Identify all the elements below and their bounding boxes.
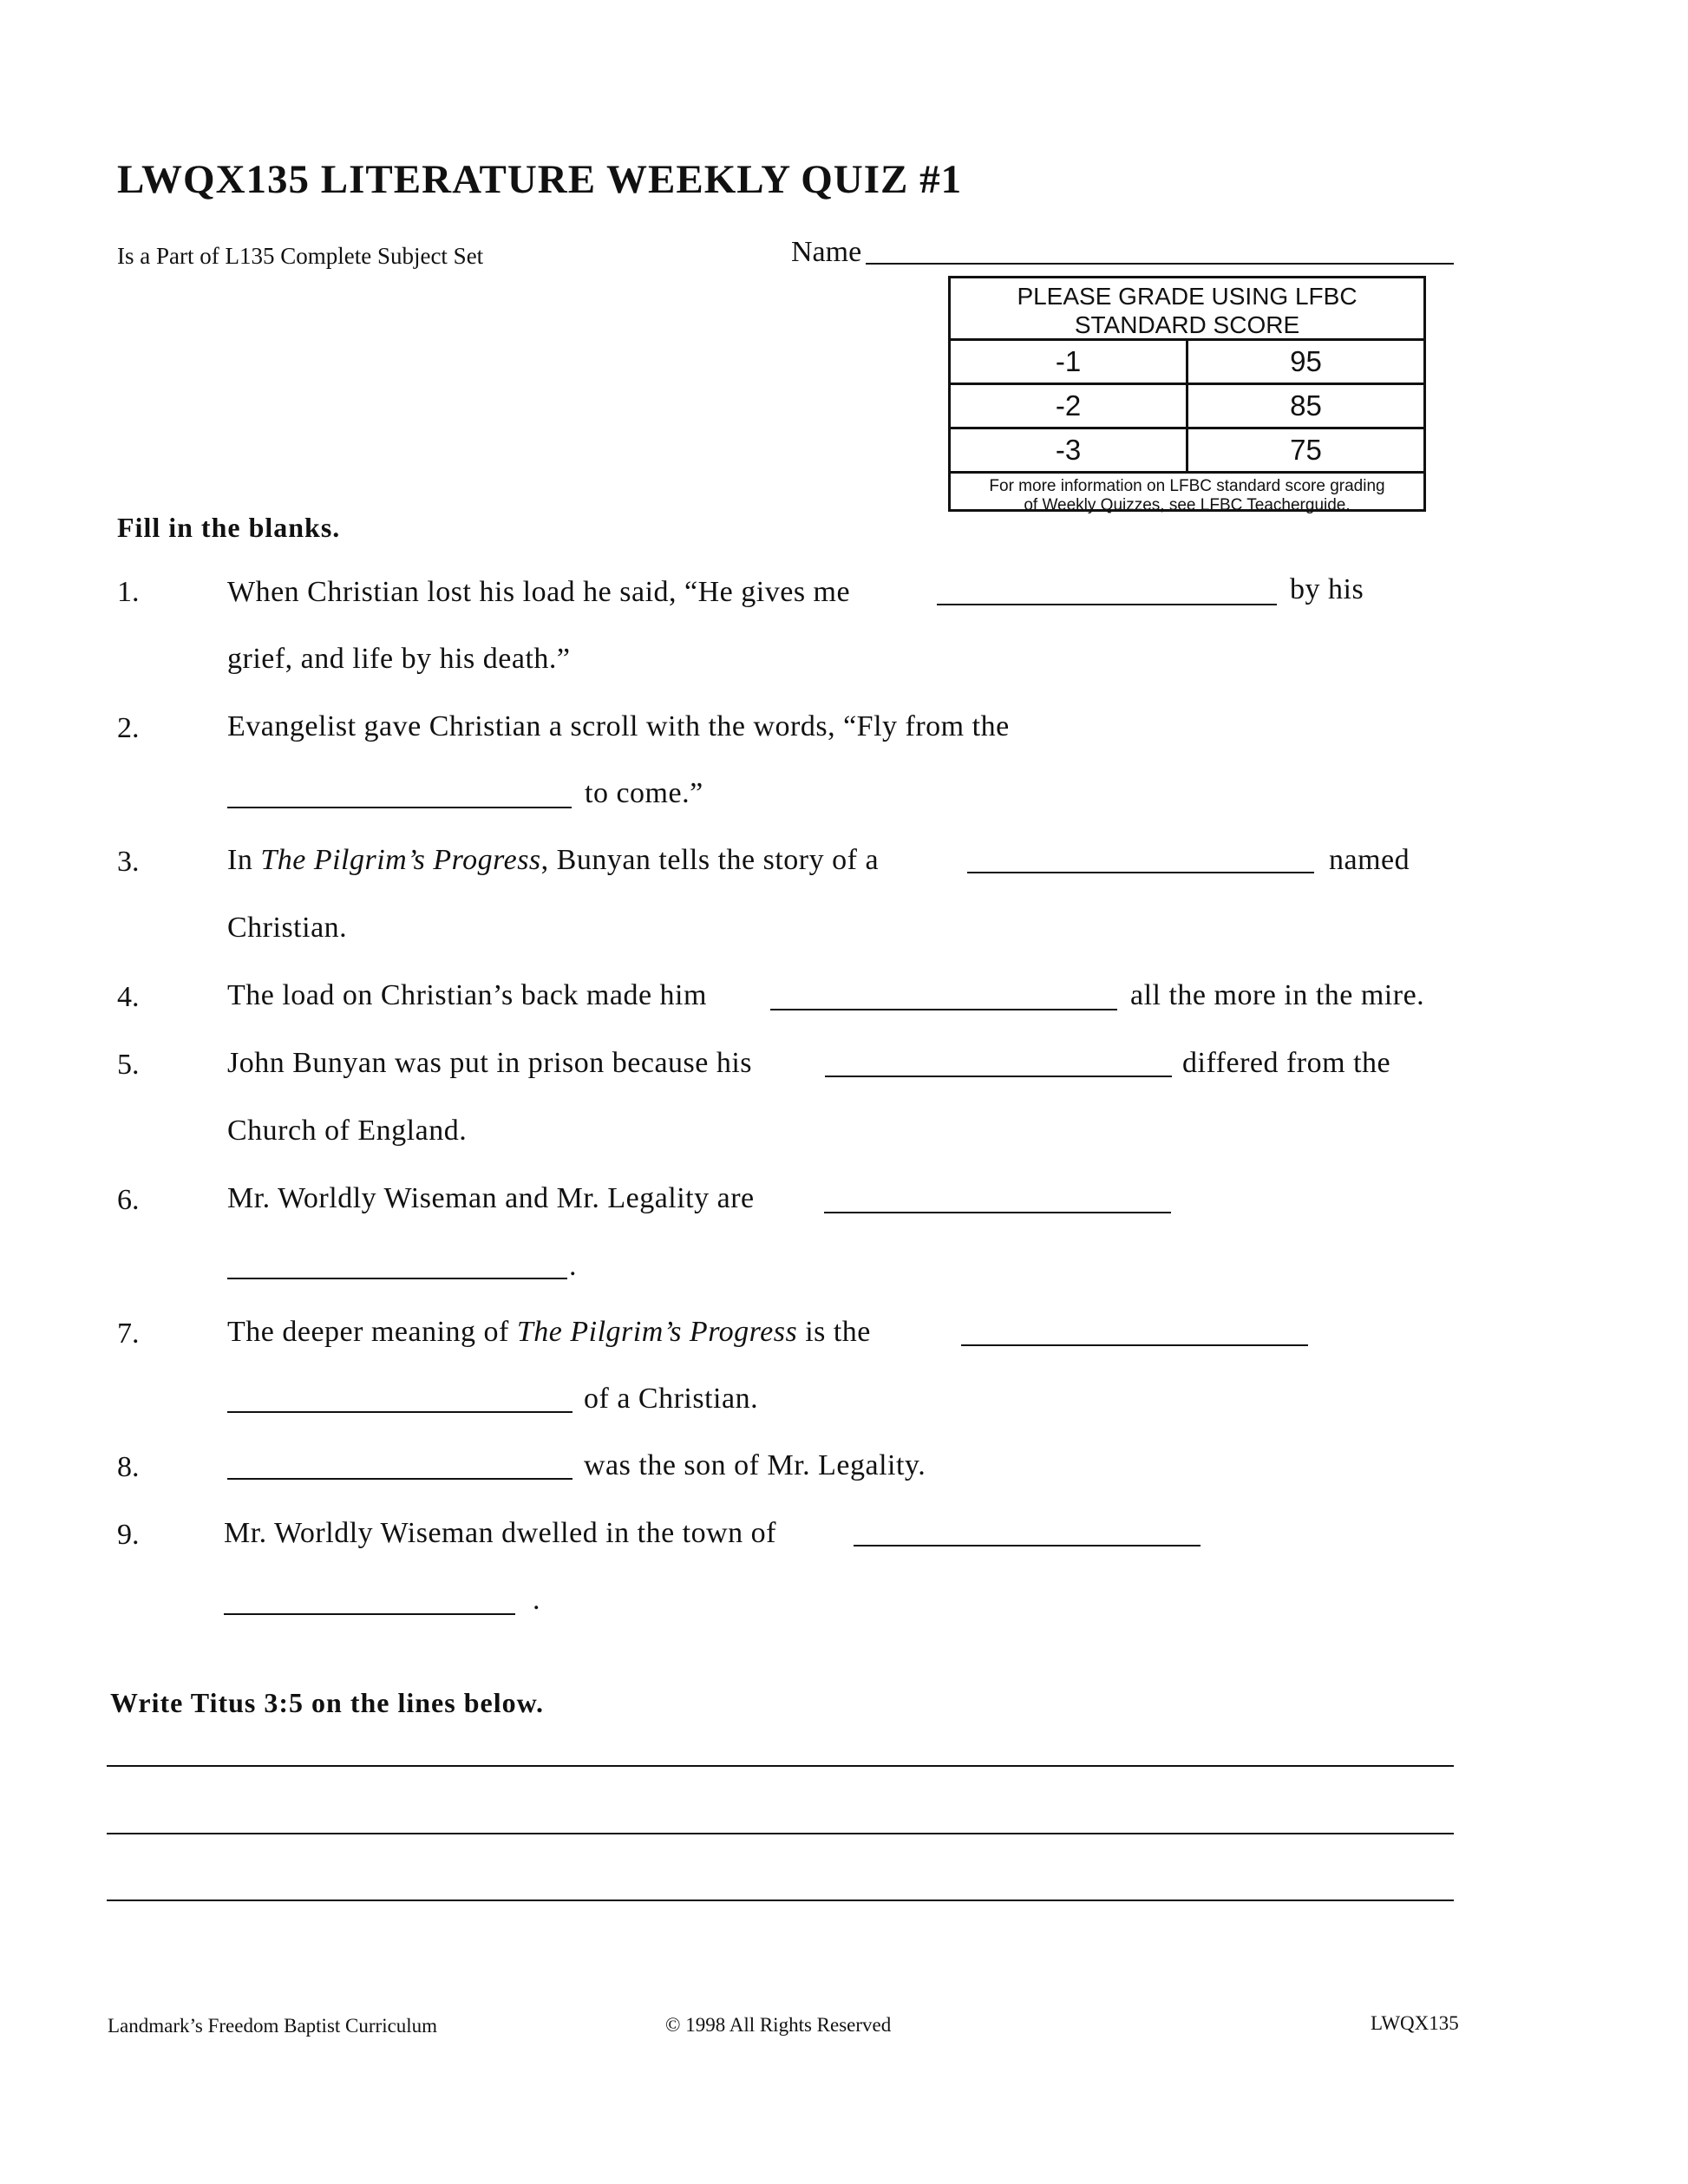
question-text: to come.” xyxy=(585,777,703,809)
subject-set-note: Is a Part of L135 Complete Subject Set xyxy=(117,243,484,269)
question-text-part: The deeper meaning of xyxy=(227,1316,517,1348)
question-text: named xyxy=(1329,844,1410,876)
question-text: was the son of Mr. Legality. xyxy=(584,1449,926,1481)
question-text: Mr. Worldly Wiseman dwelled in the town of xyxy=(224,1517,777,1549)
question-text: all the more in the mire. xyxy=(1130,979,1425,1011)
answer-blank[interactable] xyxy=(227,1411,572,1413)
writing-line[interactable] xyxy=(107,1900,1454,1901)
question-text: Church of England. xyxy=(227,1115,468,1147)
answer-blank[interactable] xyxy=(824,1212,1171,1213)
question-number: 3. xyxy=(117,846,140,878)
question-text: Evangelist gave Christian a scroll with the words, “Fly from the xyxy=(227,710,1010,742)
missed-count: -3 xyxy=(951,429,1188,471)
question-text: Mr. Worldly Wiseman and Mr. Legality are xyxy=(227,1182,755,1214)
answer-blank[interactable] xyxy=(227,1478,572,1480)
answer-blank[interactable] xyxy=(937,604,1277,605)
answer-blank[interactable] xyxy=(825,1076,1172,1077)
score-value: 75 xyxy=(1290,434,1322,466)
question-text: differed from the xyxy=(1182,1047,1391,1079)
footer-publisher: Landmark’s Freedom Baptist Curriculum xyxy=(108,2015,438,2037)
question-text: Christian. xyxy=(227,912,348,944)
name-field[interactable] xyxy=(866,263,1454,265)
book-title: The Pilgrim’s Progress xyxy=(260,844,541,876)
answer-blank[interactable] xyxy=(961,1344,1308,1346)
answer-blank[interactable] xyxy=(967,872,1314,873)
answer-blank[interactable] xyxy=(227,1278,567,1279)
grading-table xyxy=(948,276,1426,512)
writing-line[interactable] xyxy=(107,1765,1454,1767)
grading-note xyxy=(951,474,1423,515)
question-text-part: is the xyxy=(797,1316,871,1348)
answer-blank[interactable] xyxy=(854,1545,1201,1546)
page-title: LWQX135 LITERATURE WEEKLY QUIZ #1 xyxy=(117,157,963,202)
grading-row xyxy=(951,385,1423,429)
grading-table-header xyxy=(951,278,1423,341)
footer-code: LWQX135 xyxy=(1371,2012,1459,2034)
grading-header-line-2: STANDARD SCORE xyxy=(1074,311,1300,338)
answer-blank[interactable] xyxy=(227,807,572,808)
question-text-part: In xyxy=(227,844,261,876)
question-text: The load on Christian’s back made him xyxy=(227,979,707,1011)
grading-note-line-1: For more information on LFBC standard score grading xyxy=(989,477,1385,495)
question-text: by his xyxy=(1290,573,1364,605)
sentence-period: . xyxy=(533,1584,540,1616)
question-number: 5. xyxy=(117,1049,140,1081)
score-value: 95 xyxy=(1290,345,1322,377)
score-value: 85 xyxy=(1290,389,1322,422)
question-number: 2. xyxy=(117,712,140,744)
question-text-part: , Bunyan tells the story of a xyxy=(540,844,880,876)
question-number: 7. xyxy=(117,1318,140,1350)
answer-blank[interactable] xyxy=(770,1009,1117,1010)
missed-count: -2 xyxy=(951,385,1188,427)
question-text: of a Christian. xyxy=(584,1383,759,1415)
question-number: 6. xyxy=(117,1184,140,1216)
name-label: Name xyxy=(791,236,862,268)
sentence-period: . xyxy=(569,1250,577,1282)
question-text xyxy=(227,1316,871,1349)
grading-row xyxy=(951,341,1423,385)
question-text: When Christian lost his load he said, “He gives me xyxy=(227,576,851,608)
grading-note-line-2: of Weekly Quizzes, see LFBC Teacherguide. xyxy=(1024,496,1351,514)
question-number: 9. xyxy=(117,1519,140,1551)
question-text: grief, and life by his death.” xyxy=(227,643,571,675)
question-number: 4. xyxy=(117,981,140,1013)
section-heading-titus: Write Titus 3:5 on the lines below. xyxy=(110,1687,544,1718)
missed-count: -1 xyxy=(951,341,1188,383)
book-title: The Pilgrim’s Progress xyxy=(516,1316,798,1348)
grading-row xyxy=(951,429,1423,474)
writing-line[interactable] xyxy=(107,1833,1454,1834)
footer-copyright: © 1998 All Rights Reserved xyxy=(665,2014,892,2036)
section-heading-fill-in: Fill in the blanks. xyxy=(117,512,341,543)
question-text xyxy=(227,844,879,877)
answer-blank[interactable] xyxy=(224,1613,515,1615)
question-number: 1. xyxy=(117,576,140,608)
question-text: John Bunyan was put in prison because his xyxy=(227,1047,753,1079)
grading-header-line-1: PLEASE GRADE USING LFBC xyxy=(1017,283,1358,310)
question-number: 8. xyxy=(117,1451,140,1483)
